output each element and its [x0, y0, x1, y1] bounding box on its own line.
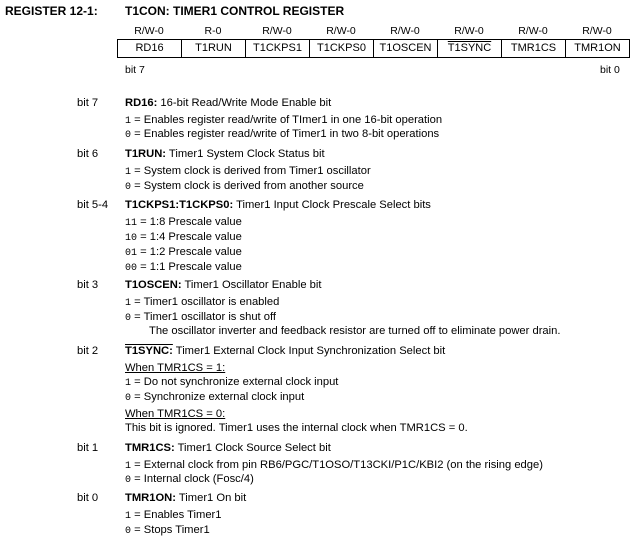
bit-cell-t1sync — [438, 40, 502, 58]
bit54-option-00: 00 = 1:1 Prescale value — [125, 261, 242, 274]
msb-label: bit 7 — [125, 64, 145, 76]
bit1-option-0: 0 = Internal clock (Fosc/4) — [125, 473, 254, 486]
bit7-label: bit 7 — [77, 97, 99, 109]
bit3-option-0: 0 = Timer1 oscillator is shut off — [125, 311, 276, 324]
mode-bit4: R/W-0 — [326, 25, 356, 37]
bit54-heading — [125, 199, 431, 211]
lsb-label: bit 0 — [600, 64, 620, 76]
mode-bit2: R/W-0 — [454, 25, 484, 37]
bit6-heading — [125, 148, 325, 160]
bit7-heading — [125, 97, 331, 109]
register-bit-table — [117, 39, 630, 58]
bit2-when0-heading: When TMR1CS = 0: — [125, 408, 226, 420]
bit3-option-1: 1 = Timer1 oscillator is enabled — [125, 296, 280, 309]
bit2-name: T1SYNC: — [125, 345, 173, 357]
bit3-note: The oscillator inverter and feedback resistor are turned off to eliminate power drain. — [149, 325, 561, 337]
bit2-heading — [125, 345, 445, 357]
bit6-option-0: 0 = System clock is derived from another source — [125, 180, 364, 193]
bit54-label: bit 5-4 — [77, 199, 109, 211]
bit54-desc: Timer1 Input Clock Prescale Select bits — [233, 199, 431, 211]
bit1-desc: Timer1 Clock Source Select bit — [174, 442, 331, 454]
register-title: T1CON: TIMER1 CONTROL REGISTER — [125, 4, 345, 18]
bit54-name: T1CKPS1:T1CKPS0: — [125, 199, 234, 211]
bit6-option-1: 1 = System clock is derived from Timer1 oscillator — [125, 165, 371, 178]
bit54-option-10: 10 = 1:4 Prescale value — [125, 231, 242, 244]
bit0-desc: Timer1 On bit — [175, 492, 247, 504]
bit7-option-1: 1 = Enables register read/write of TImer1 in one 16-bit operation — [125, 114, 443, 127]
bit3-name: T1OSCEN: — [125, 279, 182, 291]
mode-bit5: R/W-0 — [262, 25, 292, 37]
bit1-option-1: 1 = External clock from pin RB6/PGC/T1OSO/T13CKI/P1C/KBI2 (on the rising edge) — [125, 459, 543, 472]
mode-bit1: R/W-0 — [518, 25, 548, 37]
bit-cell-t1ckps0: T1CKPS0 — [310, 40, 374, 58]
bit0-heading — [125, 492, 246, 504]
bit2-label: bit 2 — [77, 345, 99, 357]
bit2-when1-option-1: 1 = Do not synchronize external clock input — [125, 376, 339, 389]
bit1-label: bit 1 — [77, 442, 99, 454]
bit-cell-t1oscen: T1OSCEN — [374, 40, 438, 58]
mode-bit7: R/W-0 — [134, 25, 164, 37]
bit3-desc: Timer1 Oscillator Enable bit — [181, 279, 322, 291]
bit2-when1-heading: When TMR1CS = 1: — [125, 362, 226, 374]
bit3-heading — [125, 279, 321, 291]
bit1-name: TMR1CS: — [125, 442, 175, 454]
bit54-option-11: 11 = 1:8 Prescale value — [125, 216, 242, 229]
bit0-option-0: 0 = Stops Timer1 — [125, 524, 210, 537]
bit-cell-t1ckps1: T1CKPS1 — [246, 40, 310, 58]
mode-bit3: R/W-0 — [390, 25, 420, 37]
bit6-label: bit 6 — [77, 148, 99, 160]
bit-cell-t1run: T1RUN — [182, 40, 246, 58]
bit7-name: RD16: — [125, 97, 158, 109]
bit2-desc: Timer1 External Clock Input Synchronization Select bit — [172, 345, 446, 357]
bit0-option-1: 1 = Enables Timer1 — [125, 509, 222, 522]
register-label: REGISTER 12-1: — [5, 4, 98, 18]
bit6-desc: Timer1 System Clock Status bit — [166, 148, 325, 160]
bit2-when0-text: This bit is ignored. Timer1 uses the internal clock when TMR1CS = 0. — [125, 422, 468, 434]
bit-cell-tmr1cs: TMR1CS — [502, 40, 566, 58]
bit0-name: TMR1ON: — [125, 492, 176, 504]
bit2-when1-option-0: 0 = Synchronize external clock input — [125, 391, 305, 404]
bit7-desc: 16-bit Read/Write Mode Enable bit — [157, 97, 332, 109]
bit3-label: bit 3 — [77, 279, 99, 291]
mode-bit6: R-0 — [204, 25, 222, 37]
bit7-option-0: 0 = Enables register read/write of Timer1 in two 8-bit operations — [125, 128, 440, 141]
bit-cell-rd16: RD16 — [118, 40, 182, 58]
bit1-heading — [125, 442, 331, 454]
bit-cell-tmr1on: TMR1ON — [566, 40, 630, 58]
bit54-option-01: 01 = 1:2 Prescale value — [125, 246, 242, 259]
bit0-label: bit 0 — [77, 492, 99, 504]
t1sync-overlined: T1SYNC — [447, 42, 492, 54]
mode-bit0: R/W-0 — [582, 25, 612, 37]
bit6-name: T1RUN: — [125, 148, 167, 160]
